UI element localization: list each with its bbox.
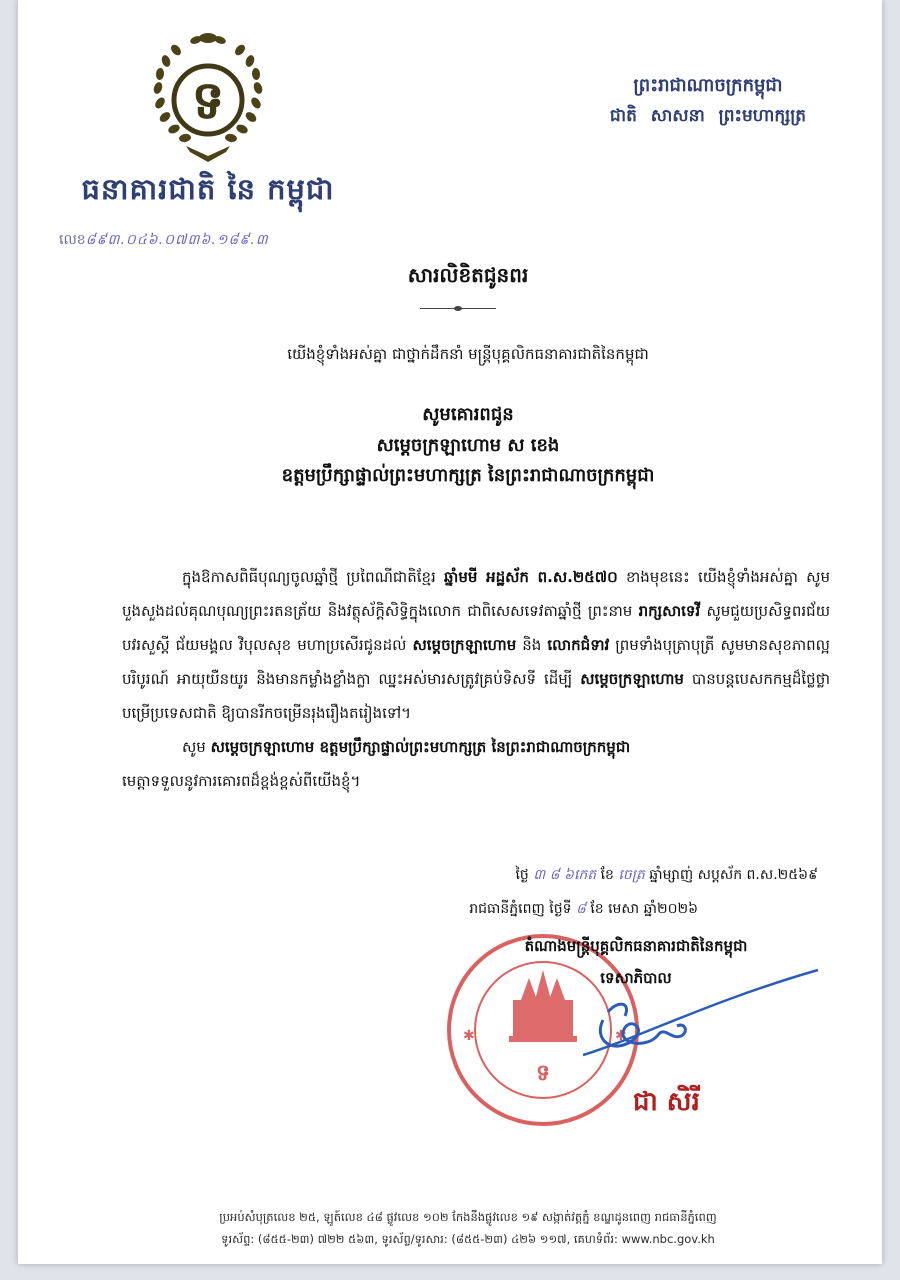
body-paragraph-2-cont bbox=[122, 764, 830, 798]
p1-text-k: បានបន្តបេសកកម្មដ៏ថ្លៃថ្លាបម្រើប្រទេសជាតិ ឱ្យបានរីកចម្រើនរុងរឿងតរៀងទៅ។ bbox=[122, 670, 830, 722]
solar-day-handwritten: ៨ bbox=[575, 901, 586, 917]
signer-name: ជា សិរី bbox=[633, 1087, 700, 1117]
svg-text:ទ: ទ bbox=[536, 1060, 550, 1086]
kingdom-header bbox=[583, 70, 833, 131]
body-paragraph-1 bbox=[122, 560, 830, 730]
solar-month-year: ខែ មេសា ឆ្នាំ២០២៦ bbox=[590, 901, 698, 917]
p1-text-c: ខាងមុខនេះ យើងខ្ញុំទាំងអស់គ្នា សូមបួងសួងដល់គុណបុណ្យព្រះរតនត្រ័យ និងវត្ថុស័ក្តិសិទ្ធិក្នុងលោក ជាពិសេសទេវតាឆ្នាំថ្មី ព្រះនាម bbox=[122, 568, 830, 620]
reference-handwritten: ៨៩៣.០៤៦.០៧៣៦.១៨៩.៣ bbox=[85, 232, 269, 248]
lunar-month-handwritten: ចេត្រ bbox=[618, 867, 645, 883]
p1-text-g: និង bbox=[522, 636, 542, 654]
signatory-role: តំណាងមន្ត្រីបុគ្គលិកធនាគារជាតិនៃកម្ពុជា bbox=[524, 937, 748, 955]
p2-honorific: សម្ដេចក្រឡាហោម ឧត្តមប្រឹក្សាផ្ទាល់ព្រះមហាក្សត្រ នៃព្រះរាជាណាចក្រកម្ពុជា bbox=[210, 738, 631, 756]
addressee-salutation: សូមគោរពជូន bbox=[422, 404, 514, 425]
solar-date-line bbox=[398, 892, 818, 926]
kingdom-name: ព្រះរាជាណាចក្រកម្ពុជា bbox=[633, 75, 783, 96]
lunar-month-prefix: ខែ bbox=[600, 867, 614, 883]
footer-address: ប្រអប់សំបុត្រលេខ ២៥, ឡូត៍លេខ ៤៨ ផ្លូវលេខ ១០២ កែងនឹងផ្លូវលេខ ១៩ សង្កាត់វត្តភ្នំ ខណ្ឌដូនពេញ រាជធានីភ្នំពេញ bbox=[219, 1210, 717, 1224]
body-paragraph-2 bbox=[122, 730, 830, 764]
footer-contact bbox=[18, 1206, 882, 1250]
addressee-name: សម្ដេចក្រឡាហោម ស ខេង bbox=[376, 434, 560, 456]
date-block bbox=[398, 858, 818, 926]
letter-sheet bbox=[18, 0, 882, 1264]
letter-title: សារលិខិតជូនពរ bbox=[407, 263, 529, 287]
intro-line: យើងខ្ញុំទាំងអស់គ្នា ជាថ្នាក់ដឹកនាំ មន្ត្រីបុគ្គលិកធនាគារជាតិនៃកម្ពុជា bbox=[287, 345, 649, 363]
solar-prefix: រាជធានីភ្នំពេញ ថ្ងៃទី bbox=[469, 901, 572, 917]
svg-text:ទ: ទ bbox=[191, 70, 225, 131]
p1-honorific-2: សម្ដេចក្រឡាហោម bbox=[580, 670, 684, 688]
footer-phone-web: ទូរស័ព្ទ: (៨៥៥-២៣) ៧២២ ៥៦៣, ទូរស័ព្ទ/ទូរសារ: (៨៥៥-២៣) ៤២៦ ១១៧, គេហទំព័រ: www.nbc.gov.kh bbox=[221, 1232, 715, 1246]
national-motto: ជាតិ សាសនា ព្រះមហាក្សត្រ bbox=[609, 105, 807, 126]
p1-honorific-spouse: លោកជំទាវ bbox=[547, 636, 610, 654]
p1-deity-name: រាក្សសាទេវី bbox=[638, 602, 701, 620]
p1-text-a: ក្នុងឱកាសពិធីបុណ្យចូលឆ្នាំថ្មី ប្រពៃណីជាតិខ្មែរ bbox=[182, 568, 436, 586]
p1-year-name: ឆ្នាំមមី អដ្ឋស័ក ព.ស.២៥៧០ bbox=[444, 568, 618, 586]
svg-text:✱: ✱ bbox=[615, 1028, 627, 1044]
letter-body bbox=[122, 560, 830, 798]
nbc-emblem-logo bbox=[146, 28, 270, 168]
reference-prefix: លេខ bbox=[59, 232, 86, 248]
handwritten-signature bbox=[573, 960, 823, 1080]
signatory-position: ទេសាភិបាល bbox=[600, 969, 672, 987]
p2-text-a: សូម bbox=[182, 738, 206, 756]
reference-number bbox=[59, 230, 269, 251]
p2-text-c: មេត្តាទទួលនូវការគោរពដ៏ខ្ពង់ខ្ពស់ពីយើងខ្ញុំ។ bbox=[122, 772, 361, 790]
lunar-year: ឆ្នាំម្សាញ់ សប្តស័ក ព.ស.២៥៦៩ bbox=[649, 867, 818, 883]
bank-name: ធនាគារជាតិ នៃ កម្ពុជា bbox=[81, 172, 335, 206]
addressee-title: ឧត្តមប្រឹក្សាផ្ទាល់ព្រះមហាក្សត្រ នៃព្រះរាជាណាចក្រកម្ពុជា bbox=[281, 465, 655, 487]
lunar-prefix: ថ្ងៃ bbox=[515, 867, 529, 883]
lunar-day-handwritten: ៣ ៨ ៦កេត bbox=[533, 867, 601, 883]
addressee-block bbox=[18, 400, 882, 492]
p1-text-i: ព្រមទាំងបុត្រាបុត្រី សូមមានសុខភាពល្អបរិបូរណ៍ អាយុយឺនយូរ និងមានកម្លាំងខ្លាំងក្លា ឈ្នះអស់មារសត្រូវគ្រប់ទិសទី ដើម្បី bbox=[122, 636, 830, 688]
p1-text-e: សូមជួយប្រសិទ្ធពរជ័យ បវរសួស្តី ជ័យមង្គល វិបុលសុខ មហាប្រសើរជូនដល់ bbox=[122, 602, 830, 654]
lunar-date-line bbox=[398, 858, 818, 892]
p1-honorific-1: សម្ដេចក្រឡាហោម bbox=[412, 636, 517, 654]
svg-text:✱: ✱ bbox=[463, 1028, 475, 1044]
title-divider bbox=[420, 308, 496, 309]
